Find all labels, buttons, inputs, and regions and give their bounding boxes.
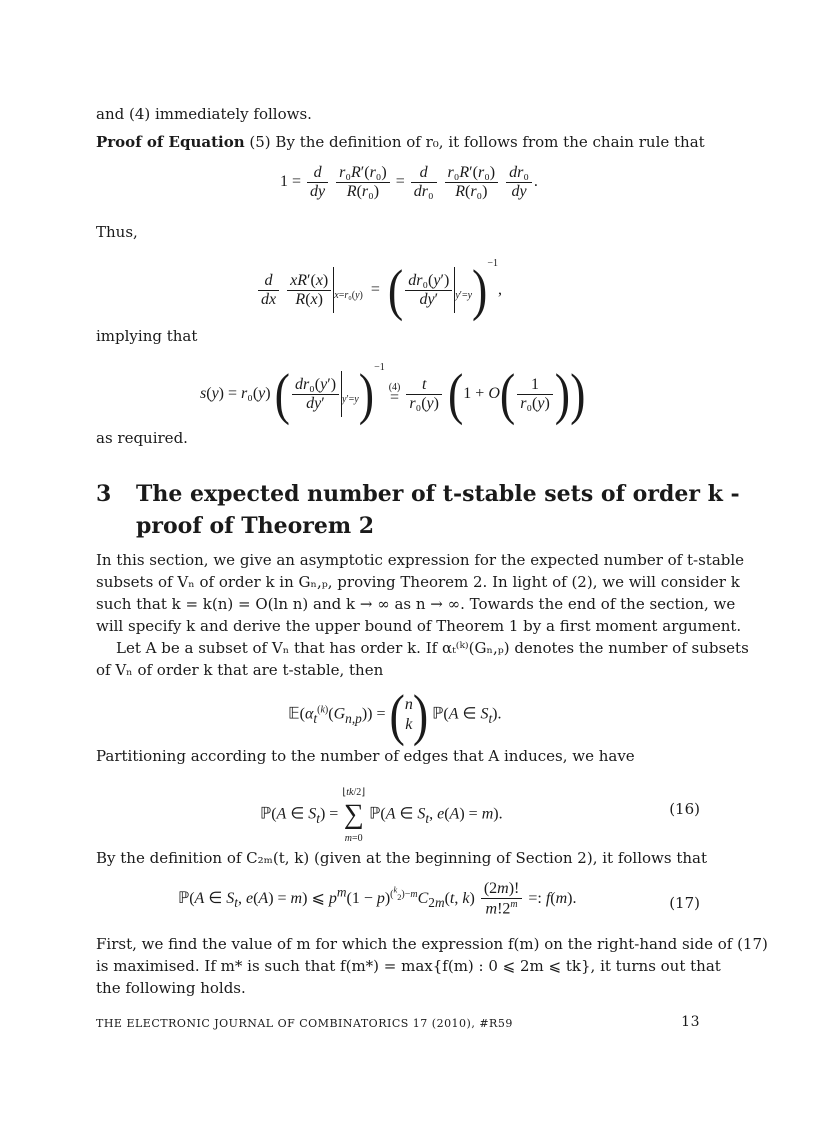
equation-expectation: $𝔼(\alpha_t^{(k)}(G_{n,p})) = (n$ k) ℙ(A ∈ $S_t$). xyxy=(288,682,502,747)
text-line: Let A be a subset of Vₙ that has order k. If αₜ⁽ᵏ⁾(Gₙ,ₚ) denotes the number of subsets xyxy=(116,639,749,657)
text-line: such that k = k(n) = O(ln n) and k → ∞ as n → ∞. Towards the end of the section, we xyxy=(96,595,736,613)
text-line: and (4) immediately follows. xyxy=(96,105,312,123)
equation-s-of-y: s(y) = r₀(y) ( $\frac{\text{dr₀(y′)}}{dy'}$ $_{y'=y}$)$^{-1}$ (4) = $\frac{t}{\text{r₀(y)}}$ (1 + O( $\frac{1}{\text{r₀(y)}}$ )) xyxy=(200,361,586,426)
text-line: implying that xyxy=(96,327,198,345)
section-title-line1: The expected number of t-stable sets of order k - xyxy=(136,481,740,507)
footer-journal: THE ELECTRONIC JOURNAL OF COMBINATORICS 17 (2010), #R59 xyxy=(96,1017,513,1030)
section-number: 3 xyxy=(96,481,112,507)
proof-label: Proof of Equation xyxy=(96,133,245,151)
text-line: is maximised. If m* is such that f(m*) = max{f(m) : 0 ⩽ 2m ⩽ tk}, it turns out that xyxy=(96,957,721,975)
text-line: as required. xyxy=(96,429,188,447)
text-line: Partitioning according to the number of edges that A induces, we have xyxy=(96,747,635,765)
page-number: 13 xyxy=(681,1014,700,1030)
text-line: Thus, xyxy=(96,223,138,241)
equation-number: (16) xyxy=(669,800,700,818)
equation-17: ℙ(A ∈ $S_t$, e(A) = m) ⩽ $p^m(1 - p)^{(^k_2)-m}C_{2m}(t$, k) $\frac{(2m)!}{m!2^m}$ =: f(m). xyxy=(178,880,577,918)
text-line: of Vₙ of order k that are t-stable, then xyxy=(96,661,384,679)
equation-chain-rule: 1 = $\frac{d}{dy}$ $\frac{\text{r₀R′(r₀)}}{\text{R(r₀)}}$ = $\frac{d}{\text{dr₀}}$ $\frac{\text{r₀R′(r₀)}}{\text{R(r₀)}}$ $\frac{\text{dr₀}}{dy}$ . xyxy=(280,164,538,200)
text-line: will specify k and derive the upper bound of Theorem 1 by a first moment argument. xyxy=(96,617,742,635)
text-line: the following holds. xyxy=(96,979,246,997)
text-line: By the definition of C₂ₘ(t, k) (given at the beginning of Section 2), it follows that xyxy=(96,849,708,867)
proof-text: (5) By the definition of r₀, it follows from the chain rule that xyxy=(244,133,705,151)
text-line: In this section, we give an asymptotic expression for the expected number of t-stable xyxy=(96,551,745,569)
equation-16: ℙ(A ∈ $S_t$) = ⌊tk/2⌋ ∑ m=0 ℙ(A ∈ $S_t$, e(A) = m). xyxy=(260,787,503,844)
text-line: First, we find the value of m for which the expression f(m) on the right-hand side of (17) xyxy=(96,935,768,953)
text-line: subsets of Vₙ of order k in Gₙ,ₚ, proving Theorem 2. In light of (2), we will consider k xyxy=(96,573,740,591)
section-title-line2: proof of Theorem 2 xyxy=(136,513,375,539)
equation-number: (17) xyxy=(669,894,700,912)
equation-derivative: $\frac{d}{dx}$ $\frac{xR'(x)}{R(x)}$ $_{x=r_0(y)}$ = ( $\frac{\text{dr₀(y′)}}{dy'}$ $_{y'=y}$)$^{-1}$, xyxy=(256,258,502,313)
proof-paragraph xyxy=(96,132,705,152)
